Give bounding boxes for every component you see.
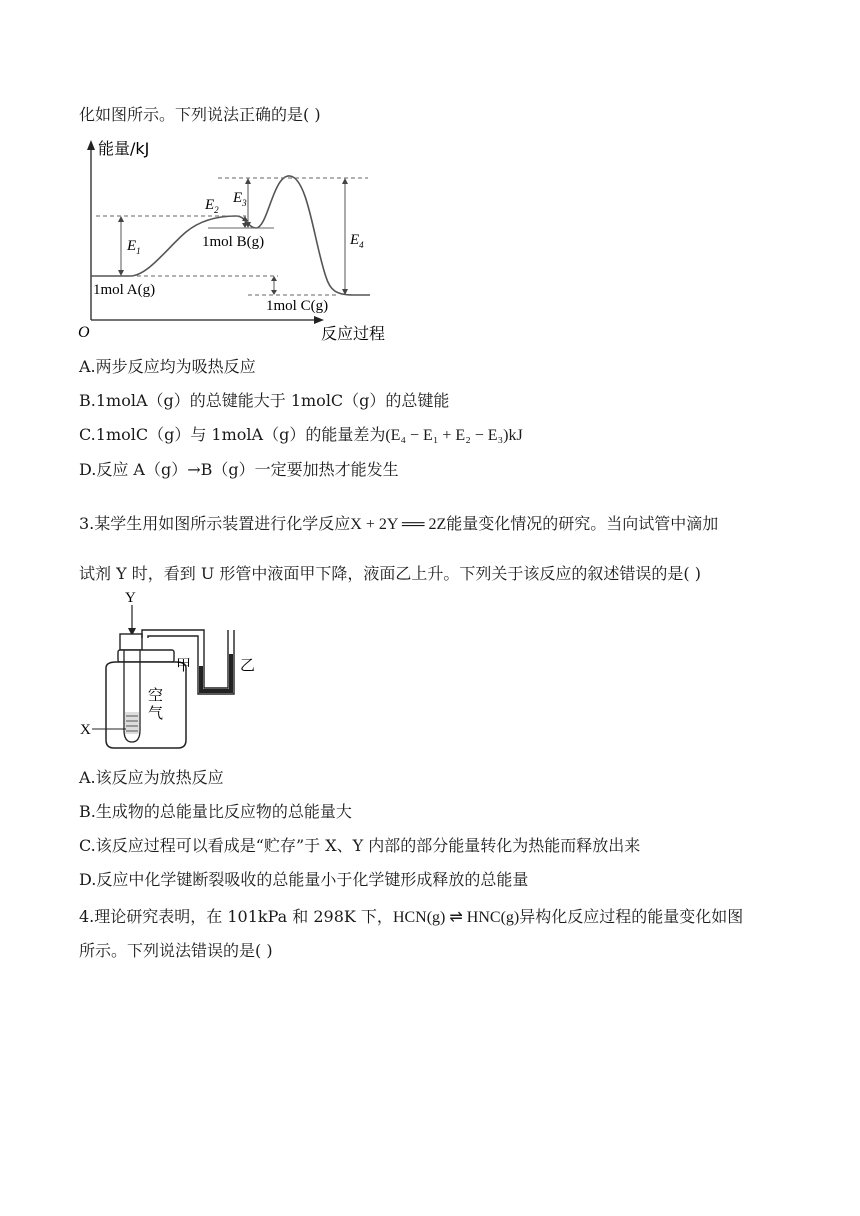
bottle-neck <box>118 650 174 662</box>
q2-option-a: A.两步反应均为吸热反应 <box>79 357 256 376</box>
q2-stem-tail: 化如图所示。下列说法正确的是( ) <box>79 105 321 124</box>
label-jia: 甲 <box>176 658 192 674</box>
q3-stem-line1 <box>79 513 718 536</box>
label-air-2: 气 <box>148 706 164 722</box>
apparatus-figure <box>76 590 266 755</box>
state-c-label: 1mol C(g) <box>266 298 329 314</box>
u-tube-liquid-bottom <box>199 689 233 693</box>
q4-stem-post: 异构化反应过程的能量变化如图 <box>519 907 744 926</box>
e2-label: $E_2$ <box>205 197 219 215</box>
q3-option-a: A.该反应为放热反应 <box>79 768 224 787</box>
e1-label: $E_1$ <box>127 238 141 256</box>
state-a-label: 1mol A(g) <box>93 282 156 298</box>
u-tube-liquid-left <box>199 666 203 692</box>
y-axis-arrow <box>87 140 95 150</box>
u-tube-liquid-right <box>229 654 233 692</box>
q2-option-b: B.1molA（g）的总键能大于 1molC（g）的总键能 <box>79 391 450 410</box>
q3-option-c: C.该反应过程可以看成是“贮存”于 X、Y 内部的部分能量转化为热能而释放出来 <box>79 836 641 855</box>
origin-label: O <box>78 324 90 341</box>
e4-label: $E_4$ <box>350 232 364 250</box>
bottle-body <box>106 662 186 748</box>
state-b-label: 1mol B(g) <box>202 234 265 250</box>
x-axis-arrow <box>314 316 324 324</box>
q3-stem-line2: 试剂 Y 时，看到 U 形管中液面甲下降，液面乙上升。下列关于该反应的叙述错误的是( ) <box>79 564 701 583</box>
q3-stem-pre: 3.某学生用如图所示装置进行化学反应 <box>79 514 351 533</box>
e3-label: $E_3$ <box>233 190 247 208</box>
energy-profile-diagram <box>78 132 408 347</box>
q4-stem-line1 <box>79 906 743 929</box>
q2-option-c-text: C.1molC（g）与 1molA（g）的能量差为 <box>79 425 386 444</box>
q2-option-d: D.反应 A（g）→B（g）一定要加热才能发生 <box>79 460 399 479</box>
q3-equation: X + 2Y ══ 2Z <box>350 516 447 533</box>
q4-equation: HCN(g) ⇌ HNC(g) <box>392 909 520 926</box>
q2-option-c <box>79 424 523 447</box>
q3-option-b: B.生成物的总能量比反应物的总能量大 <box>79 802 352 821</box>
label-y: Y <box>125 590 136 606</box>
x-axis-label: 反应过程 <box>321 324 386 343</box>
q2-option-c-formula: (E₄ − E₁ + E₂ − E₃)kJ <box>385 427 523 444</box>
label-x: X <box>80 722 91 738</box>
q3-stem-post: 能量变化情况的研究。当向试管中滴加 <box>446 514 719 533</box>
stopper <box>120 634 142 650</box>
q4-stem-pre: 4.理论研究表明，在 101kPa 和 298K 下， <box>79 907 393 926</box>
label-air-1: 空 <box>148 688 164 704</box>
label-yi: 乙 <box>240 658 256 674</box>
q4-stem-line2: 所示。下列说法错误的是( ) <box>79 941 273 960</box>
y-axis-label: 能量/kJ <box>98 139 150 158</box>
q3-option-d: D.反应中化学键断裂吸收的总能量小于化学键形成释放的总能量 <box>79 870 529 889</box>
